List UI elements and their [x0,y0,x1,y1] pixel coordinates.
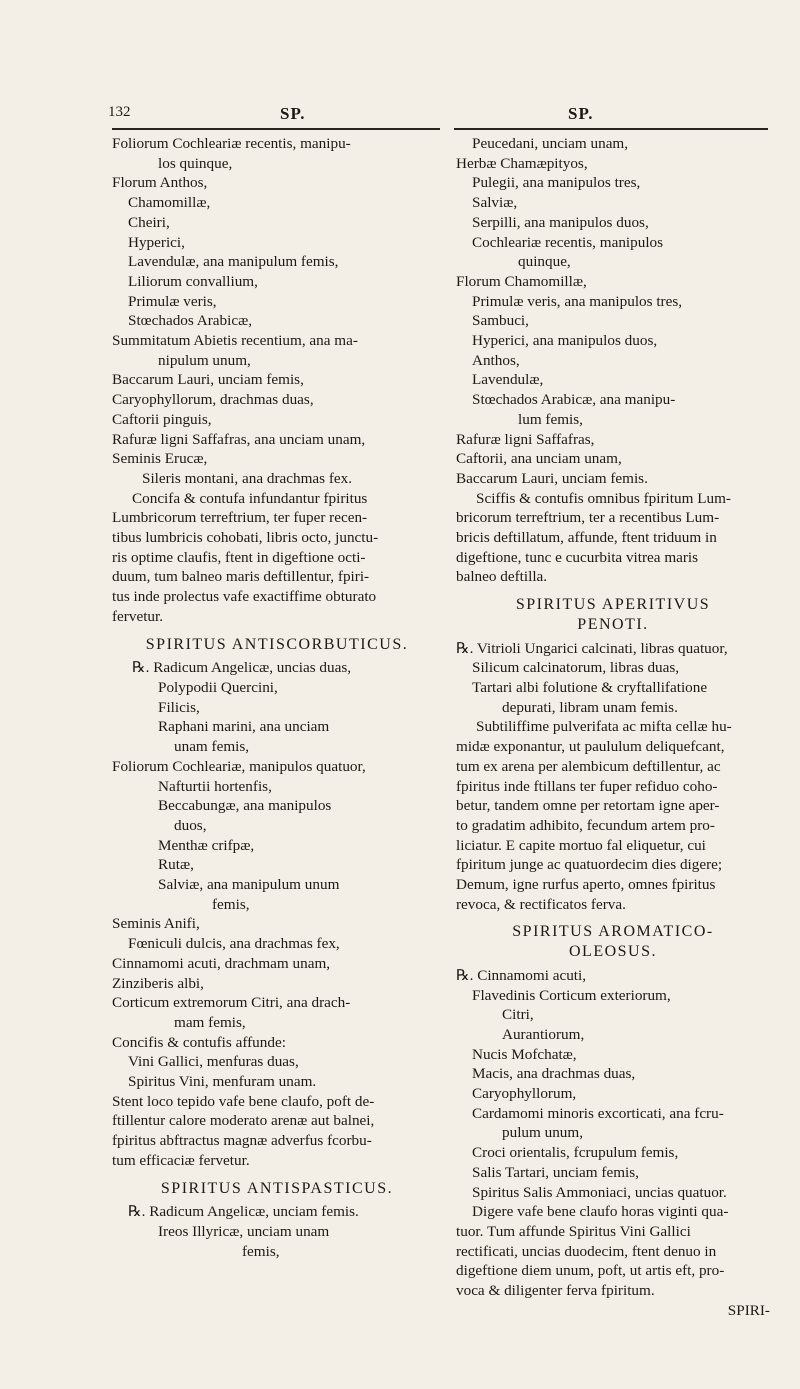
text-line: Filicis, [158,698,200,716]
text-line: Pulegii, ana manipulos tres, [472,174,641,192]
text-line: Foliorum Cochleariæ, manipulos quatuor, [112,757,366,775]
right-column [456,134,770,1320]
text-line: Rafuræ ligni Saffafras, [456,430,595,448]
text-line: Nafturtii hortenfis, [158,777,272,795]
text-line: Caftorii, ana unciam unam, [456,450,622,468]
left-lines-1 [112,134,442,627]
text-line: pulum unum, [502,1124,584,1142]
text-line: ris optime claufis, ftent in digeftione octi- [112,548,366,566]
text-line: Concifis & contufis affunde: [112,1033,286,1051]
text-line: Sileris montani, ana drachmas fex. [142,469,353,487]
text-line: fpiritus inde ftillans ter fuper refiduo coho- [456,777,718,795]
right-lines-2 [456,639,770,915]
text-line: digeftione diem unum, poft, ut artis eft, pro- [456,1262,725,1280]
heading-spiritus-antispasticus: SPIRITUS ANTISPASTICUS. [160,1179,394,1197]
text-line: Sciffis & contufis omnibus fpiritum Lum- [476,489,731,507]
heading-oleosus: OLEOSUS. [568,943,657,961]
text-line: Seminis Anifi, [112,915,200,933]
text-line: liciatur. E capite mortuo fal eliquetur, cui [456,836,706,854]
catchword: SPIRI- [727,1301,770,1319]
text-line: Seminis Erucæ, [112,450,208,468]
text-line: Foliorum Cochleariæ recentis, manipu- [112,135,351,152]
text-line: Rutæ, [158,856,194,874]
text-line: Fœniculi dulcis, ana drachmas fex, [128,935,340,953]
text-line: Caftorii pinguis, [112,410,212,428]
text-line: Baccarum Lauri, unciam femis, [112,371,304,389]
text-line: Nucis Mofchatæ, [472,1045,577,1063]
text-line: Cardamomi minoris excorticati, ana fcru- [472,1104,724,1122]
heading-spiritus-aperitivus: SPIRITUS APERITIVUS [515,596,711,614]
text-line: Liliorum convallium, [128,272,258,290]
text-line: Sambuci, [472,312,529,330]
text-line: nipulum unum, [158,351,251,369]
text-line: tibus lumbricis cohobati, libris octo, junctu- [112,529,379,547]
right-lines-3 [456,966,770,1301]
text-line: Rafuræ ligni Saffafras, ana unciam unam, [112,430,366,448]
text-line: femis, [242,1242,280,1260]
text-line: femis, [212,895,250,913]
text-line: Chamomillæ, [128,194,211,212]
right-running-title: SP. [568,104,594,123]
text-line: voca & diligenter ferva fpiritum. [456,1282,655,1300]
text-line: Silicum calcinatorum, libras duas, [472,659,680,677]
text-line: Stœchados Arabicæ, [128,312,253,330]
text-line: Beccabungæ, ana manipulos [158,797,332,815]
text-line: tum efficaciæ fervetur. [112,1151,250,1169]
text-line: rectificati, uncias duodecim, ftent denuo in [456,1242,717,1260]
text-line: Cinnamomi acuti, drachmam unam, [112,954,331,972]
text-line: digeftione, tunc e cucurbita vitrea maris [456,548,699,566]
text-line: Anthos, [472,351,520,369]
text-line: ftillentur calore moderato arenæ aut balnei, [112,1112,375,1130]
text-line: Stent loco tepido vafe bene claufo, poft de- [112,1092,375,1110]
text-line: Florum Chamomillæ, [456,272,587,290]
text-line: Raphani marini, ana unciam [158,718,330,736]
text-line: Flavedinis Corticum exteriorum, [472,986,671,1004]
text-line: fervetur. [112,607,164,625]
text-line: betur, tandem omne per retortam igne aper- [456,797,720,815]
text-line: Vini Gallici, menfuras duas, [128,1053,299,1071]
right-lines-1 [456,134,770,587]
text-line: Caryophyllorum, drachmas duas, [112,391,314,409]
text-line: Spiritus Salis Ammoniaci, uncias quatuor. [472,1183,727,1201]
text-line: Serpilli, ana manipulos duos, [472,213,649,231]
left-lines-2 [112,658,442,1170]
text-line: Caryophyllorum, [472,1085,577,1103]
text-line: Aurantiorum, [502,1025,585,1043]
text-line: Spiritus Vini, menfuram unam. [128,1073,317,1091]
page-number: 132 [108,104,131,120]
header-rule-right [454,128,768,130]
text-line: tus inde prolectus vafe exactiffime obturato [112,588,377,606]
header-rule-left [112,128,440,130]
text-line: mam femis, [174,1013,246,1031]
heading-penoti: PENOTI. [577,615,649,633]
text-line: Cochleariæ recentis, manipulos [472,233,664,251]
text-line: Lavendulæ, ana manipulum femis, [128,253,339,271]
text-line: Demum, igne rurfus aperto, omnes fpiritus [456,876,716,894]
text-line: Salviæ, [472,194,518,212]
text-line: lum femis, [518,410,583,428]
text-line: unam femis, [174,738,250,756]
text-line: Macis, ana drachmas duas, [472,1065,636,1083]
text-line: Citri, [502,1006,534,1024]
text-line: tum ex arena per alembicum deftillentur, ac [456,757,721,775]
text-line: bricorum terreftrium, ter a recentibus Lum- [456,509,720,527]
text-line: Cheiri, [128,213,170,231]
text-line: bricis deftillatum, affunde, ftent triduum in [456,529,717,547]
left-column [112,134,442,1261]
text-line: fpiritum junge ac quatuordecim dies digere; [456,856,723,874]
text-line: Concifa & contufa infundantur fpiritus [132,489,368,507]
text-line: Primulæ veris, [128,292,217,310]
text-line: balneo deftilla. [456,568,548,586]
text-line: Croci orientalis, fcrupulum femis, [472,1144,679,1162]
text-line: quinque, [518,253,571,271]
text-line: ℞. Cinnamomi acuti, [456,966,587,984]
text-line: fpiritus abftractus magnæ adverfus fcorbu- [112,1132,372,1150]
text-line: Lavendulæ, [472,371,544,389]
text-line: duos, [174,816,207,834]
text-line: Baccarum Lauri, unciam femis. [456,469,648,487]
text-line: Herbæ Chamæpityos, [456,154,588,172]
text-line: Digere vafe bene claufo horas viginti qua- [472,1203,729,1221]
text-line: Menthæ crifpæ, [158,836,255,854]
text-line: Summitatum Abietis recentium, ana ma- [112,332,358,350]
text-line: Primulæ veris, ana manipulos tres, [472,292,683,310]
text-line: duum, tum balneo maris deftillentur, fpiri- [112,568,370,586]
text-line: Tartari albi folutione & cryftallifatione [472,678,708,696]
text-line: Corticum extremorum Citri, ana drach- [112,994,351,1012]
text-line: ℞. Radicum Angelicæ, unciam femis. [128,1203,359,1221]
text-line: Salviæ, ana manipulum unum [158,876,340,894]
heading-spiritus-antiscorbuticus: SPIRITUS ANTISCORBUTICUS. [145,635,409,653]
text-line: Polypodii Quercini, [158,678,278,696]
text-line: Hyperici, [128,233,185,251]
text-line: to gradatim adhibito, fecundum artem pro- [456,816,715,834]
text-line: Subtiliffime pulverifata ac mifta cellæ hu- [476,718,732,736]
text-line: los quinque, [158,154,233,172]
heading-spiritus-aromatico: SPIRITUS AROMATICO- [512,923,714,941]
text-line: Stœchados Arabicæ, ana manipu- [472,391,676,409]
text-line: Salis Tartari, unciam femis, [472,1163,639,1181]
text-line: ℞. Vitrioli Ungarici calcinati, libras quatuor, [456,639,728,657]
text-line: depurati, libram unam femis. [502,698,678,716]
text-line: revoca, & rectificatos ferva. [456,895,626,913]
text-line: Lumbricorum terreftrium, ter fuper recen- [112,509,368,527]
text-line: Peucedani, unciam unam, [472,135,629,152]
text-line: Zinziberis albi, [112,974,204,992]
text-line: tuor. Tum affunde Spiritus Vini Gallici [456,1222,691,1240]
text-line: midæ exponantur, ut paululum deliquefcant, [456,738,725,756]
text-line: Ireos Illyricæ, unciam unam [158,1222,330,1240]
text-line: Hyperici, ana manipulos duos, [472,332,658,350]
text-line: ℞. Radicum Angelicæ, uncias duas, [132,659,352,677]
left-running-title: SP. [280,104,306,123]
left-lines-3 [112,1202,442,1261]
text-line: Florum Anthos, [112,174,208,192]
